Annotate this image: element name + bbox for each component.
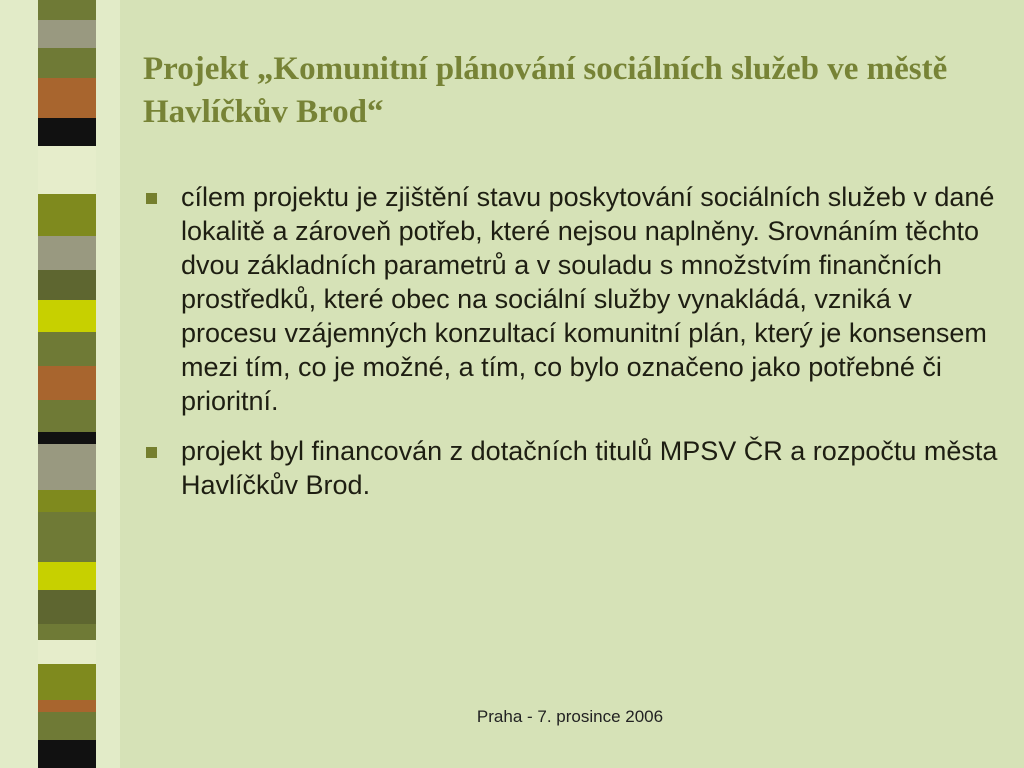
decorative-stripe bbox=[38, 78, 96, 118]
decorative-stripe bbox=[38, 590, 96, 624]
decorative-stripe bbox=[38, 700, 96, 712]
decorative-stripe-band bbox=[0, 0, 120, 768]
decorative-stripe bbox=[38, 146, 96, 194]
bullet-text: cílem projektu je zjištění stavu poskytování sociálních služeb v dané lokalitě a zároveň potřeb, které nejsou naplněny. Srovnáním těchto dvou základních parametrů a v souladu s množstvím finančních prostředků, které obec na sociální služby vynakládá, vzniká v procesu vzájemných konzultací komunitní plán, který je konsensem mezi tím, co je možné, a tím, co bylo označeno jako potřebné či prioritní. bbox=[181, 182, 995, 416]
decorative-stripe bbox=[38, 366, 96, 400]
decorative-stripe bbox=[38, 624, 96, 640]
slide-title: Projekt „Komunitní plánování sociálních služeb ve městě Havlíčkův Brod“ bbox=[143, 51, 948, 130]
decorative-stripe bbox=[38, 444, 96, 490]
square-bullet-icon bbox=[146, 193, 157, 204]
decorative-stripe bbox=[38, 270, 96, 300]
slide-footer: Praha - 7. prosince 2006 bbox=[476, 707, 664, 726]
square-bullet-icon bbox=[146, 447, 157, 458]
decorative-stripe bbox=[38, 400, 96, 432]
decorative-stripe bbox=[38, 300, 96, 332]
decorative-stripe bbox=[38, 332, 96, 366]
decorative-stripe bbox=[38, 712, 96, 740]
bullet-text: projekt byl financován z dotačních titulů MPSV ČR a rozpočtu města Havlíčkův Brod. bbox=[181, 436, 998, 500]
decorative-stripe bbox=[38, 194, 96, 236]
decorative-stripe bbox=[38, 20, 96, 48]
decorative-stripe bbox=[38, 740, 96, 768]
decorative-stripe bbox=[38, 432, 96, 444]
decorative-stripe bbox=[38, 562, 96, 590]
decorative-stripe bbox=[38, 640, 96, 664]
decorative-stripe bbox=[38, 664, 96, 700]
decorative-stripe bbox=[38, 236, 96, 270]
decorative-stripe bbox=[38, 512, 96, 562]
decorative-stripe bbox=[38, 48, 96, 78]
bullet-item bbox=[143, 180, 1013, 418]
bullet-list bbox=[143, 180, 1013, 518]
decorative-stripes bbox=[38, 0, 96, 768]
decorative-stripe bbox=[38, 118, 96, 146]
decorative-stripe bbox=[38, 490, 96, 512]
bullet-item bbox=[143, 434, 1013, 502]
decorative-stripe bbox=[38, 0, 96, 20]
